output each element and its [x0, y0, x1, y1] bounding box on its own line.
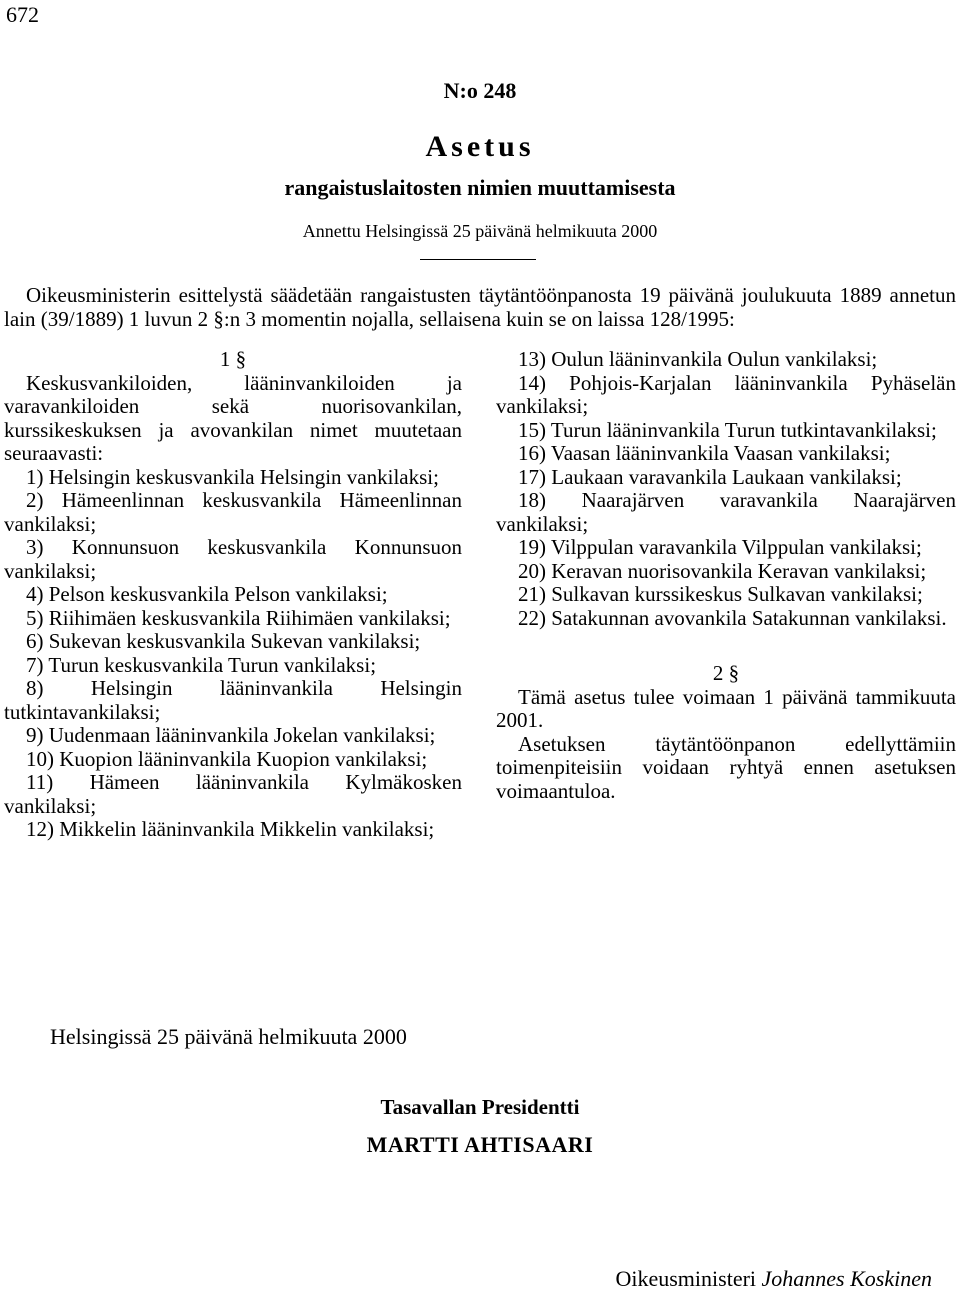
- list-item: 22) Satakunnan avovankila Satakunnan vankilaksi.: [518, 605, 947, 630]
- list-item: 12) Mikkelin lääninvankila Mikkelin vankilaksi;: [26, 817, 435, 841]
- list-item: 11) Hämeen lääninvankila Kylmäkosken vankilaksi;: [4, 770, 462, 818]
- list-item: 19) Vilppulan varavankila Vilppulan vankilaksi;: [518, 535, 922, 559]
- page-number: 672: [6, 2, 39, 27]
- section-2-paragraph: Asetuksen täytäntöönpanon edellyttämiin toimenpiteisiin voidaan ryhtyä ennen asetuksen voimaantuloa.: [496, 731, 956, 803]
- president-name: MARTTI AHTISAARI: [366, 1132, 594, 1157]
- item-list-left: [4, 466, 462, 842]
- list-item: 6) Sukevan keskusvankila Sukevan vankilaksi;: [26, 629, 421, 653]
- list-item: 5) Riihimäen keskusvankila Riihimäen vankilaksi;: [26, 605, 451, 630]
- president-title: Tasavallan Presidentti: [380, 1095, 580, 1119]
- right-column: [496, 348, 956, 803]
- list-item: 16) Vaasan lääninvankila Vaasan vankilaksi;: [518, 441, 891, 465]
- title-divider: [420, 259, 536, 260]
- minister-signature: [615, 1266, 932, 1292]
- section-2-heading: 2 §: [712, 661, 740, 685]
- list-item: 2) Hämeenlinnan keskusvankila Hämeenlinnan vankilaksi;: [4, 488, 462, 536]
- section-gap: [496, 630, 956, 662]
- minister-title: Oikeusministeri: [615, 1266, 757, 1291]
- item-list-right: [496, 348, 956, 630]
- list-item: 13) Oulun lääninvankila Oulun vankilaksi;: [518, 347, 878, 371]
- given-date: Annettu Helsingissä 25 päivänä helmikuuta 2000: [302, 221, 658, 241]
- list-item: 18) Naarajärven varavankila Naarajärven vankilaksi;: [496, 488, 956, 536]
- list-item: 1) Helsingin keskusvankila Helsingin vankilaksi;: [26, 464, 439, 489]
- list-item: 14) Pohjois-Karjalan lääninvankila Pyhäselän vankilaksi;: [496, 370, 956, 418]
- statute-number: N:o 248: [443, 78, 517, 103]
- document-title: Asetus: [425, 130, 535, 163]
- signature-place-date: Helsingissä 25 päivänä helmikuuta 2000: [50, 1024, 407, 1049]
- list-item: 3) Konnunsuon keskusvankila Konnunsuon vankilaksi;: [4, 535, 462, 583]
- list-item: 8) Helsingin lääninvankila Helsingin tutkintavankilaksi;: [4, 676, 462, 724]
- preamble: [4, 284, 956, 331]
- section-1-heading: 1 §: [219, 347, 247, 371]
- left-column: [4, 348, 462, 842]
- list-item: 4) Pelson keskusvankila Pelson vankilaksi;: [26, 582, 388, 606]
- section-2-paragraph: Tämä asetus tulee voimaan 1 päivänä tammikuuta 2001.: [496, 684, 956, 732]
- preamble-text: Oikeusministerin esittelystä säädetään rangaistusten täytäntöönpanosta 19 päivänä joulukuuta 1889 annetun lain (39/1889) 1 luvun 2 §:n 3 momentin nojalla, sellaisena kuin se on laissa 128/1995:: [4, 283, 956, 331]
- list-item: 17) Laukaan varavankila Laukaan vankilaksi;: [518, 464, 902, 489]
- minister-name: Johannes Koskinen: [761, 1266, 932, 1291]
- list-item: 10) Kuopion lääninvankila Kuopion vankilaksi;: [26, 746, 428, 771]
- list-item: 21) Sulkavan kurssikeskus Sulkavan vankilaksi;: [518, 582, 923, 606]
- document-subtitle: rangaistuslaitosten nimien muuttamisesta: [284, 175, 676, 200]
- list-item: 15) Turun lääninvankila Turun tutkintavankilaksi;: [518, 417, 937, 442]
- list-item: 20) Keravan nuorisovankila Keravan vankilaksi;: [518, 558, 927, 583]
- list-item: 9) Uudenmaan lääninvankila Jokelan vankilaksi;: [26, 723, 436, 747]
- list-item: 7) Turun keskusvankila Turun vankilaksi;: [26, 652, 377, 677]
- section-1-intro: Keskusvankiloiden, lääninvankiloiden ja varavankiloiden sekä nuorisovankilan, kurssikeskuksen ja avovankilan nimet muutetaan seuraavasti:: [4, 370, 462, 465]
